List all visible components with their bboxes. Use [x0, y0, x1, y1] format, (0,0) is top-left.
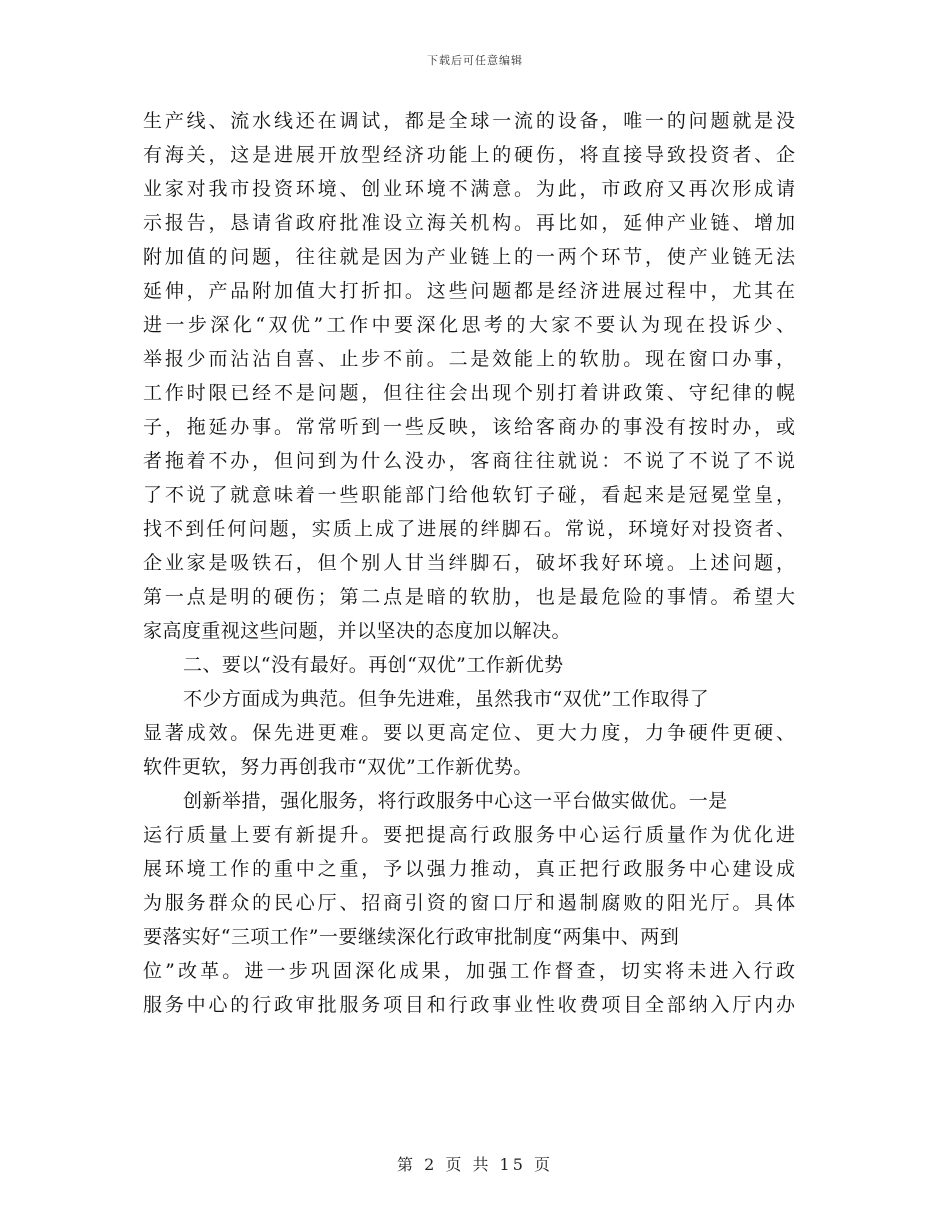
text-line: 工作时限已经不是问题，但往往会出现个别打着讲政策、守纪律的幌 — [143, 382, 795, 404]
text-line: 延伸，产品附加值大打折扣。这些问题都是经济进展过程中，尤其在 — [143, 280, 795, 302]
text-line: 者拖着不办，但问到为什么没办，客商往往就说：不说了不说了不说 — [143, 450, 795, 472]
text-line: 不少方面成为典范。但争先进难，虽然我市“双优”工作取得了 — [183, 688, 710, 710]
text-line: 子，拖延办事。常常听到一些反映，该给客商办的事没有按时办，或 — [143, 416, 795, 438]
text-line: 了不说了就意味着一些职能部门给他软钉子碰，看起来是冠冕堂皇， — [143, 484, 795, 506]
text-line: 运行质量上要有新提升。要把提高行政服务中心运行质量作为优化进 — [143, 824, 795, 846]
text-line: 为服务群众的民心厅、招商引资的窗口厅和遏制腐败的阳光厅。具体 — [143, 892, 795, 914]
text-line: 进一步深化“双优”工作中要深化思考的大家不要认为现在投诉少、 — [143, 314, 795, 336]
text-line: 有海关，这是进展开放型经济功能上的硬伤，将直接导致投资者、企 — [143, 144, 795, 166]
text-line: 展环境工作的重中之重，予以强力推动，真正把行政服务中心建设成 — [143, 858, 795, 880]
page-header-note: 下载后可任意编辑 — [427, 54, 523, 67]
page-number-footer: 第 2 页 共 15 页 — [397, 1155, 553, 1174]
text-line: 第一点是明的硬伤；第二点是暗的软肋，也是最危险的事情。希望大 — [143, 586, 795, 608]
text-line: 业家对我市投资环境、创业环境不满意。为此，市政府又再次形成请 — [143, 178, 795, 200]
text-line: 举报少而沾沾自喜、止步不前。二是效能上的软肋。现在窗口办事， — [143, 348, 795, 370]
text-line: 生产线、流水线还在调试，都是全球一流的设备，唯一的问题就是没 — [143, 110, 795, 132]
text-line: 企业家是吸铁石，但个别人甘当绊脚石，破坏我好环境。上述问题， — [143, 552, 795, 574]
text-line: 创新举措，强化服务，将行政服务中心这一平台做实做优。一是 — [183, 790, 728, 812]
text-line: 家高度重视这些问题，并以坚决的态度加以解决。 — [143, 620, 571, 642]
section-heading: 二、要以“没有最好。再创“双优”工作新优势 — [183, 654, 564, 676]
text-line: 找不到任何问题，实质上成了进展的绊脚石。常说，环境好对投资者、 — [143, 518, 795, 540]
text-line: 要落实好“三项工作”一要继续深化行政审批制度“两集中、两到 — [143, 926, 680, 948]
text-line: 显著成效。保先进更难。要以更高定位、更大力度，力争硬件更硬、 — [143, 722, 795, 744]
text-line: 服务中心的行政审批服务项目和行政事业性收费项目全部纳入厅内办 — [143, 994, 795, 1016]
text-line: 位”改革。进一步巩固深化成果，加强工作督查，切实将未进入行政 — [143, 960, 795, 982]
text-line: 示报告，恳请省政府批准设立海关机构。再比如，延伸产业链、增加 — [143, 212, 795, 234]
text-line: 软件更软，努力再创我市“双优”工作新优势。 — [143, 756, 533, 778]
text-line: 附加值的问题，往往就是因为产业链上的一两个环节，使产业链无法 — [143, 246, 795, 268]
document-body — [143, 104, 795, 1022]
